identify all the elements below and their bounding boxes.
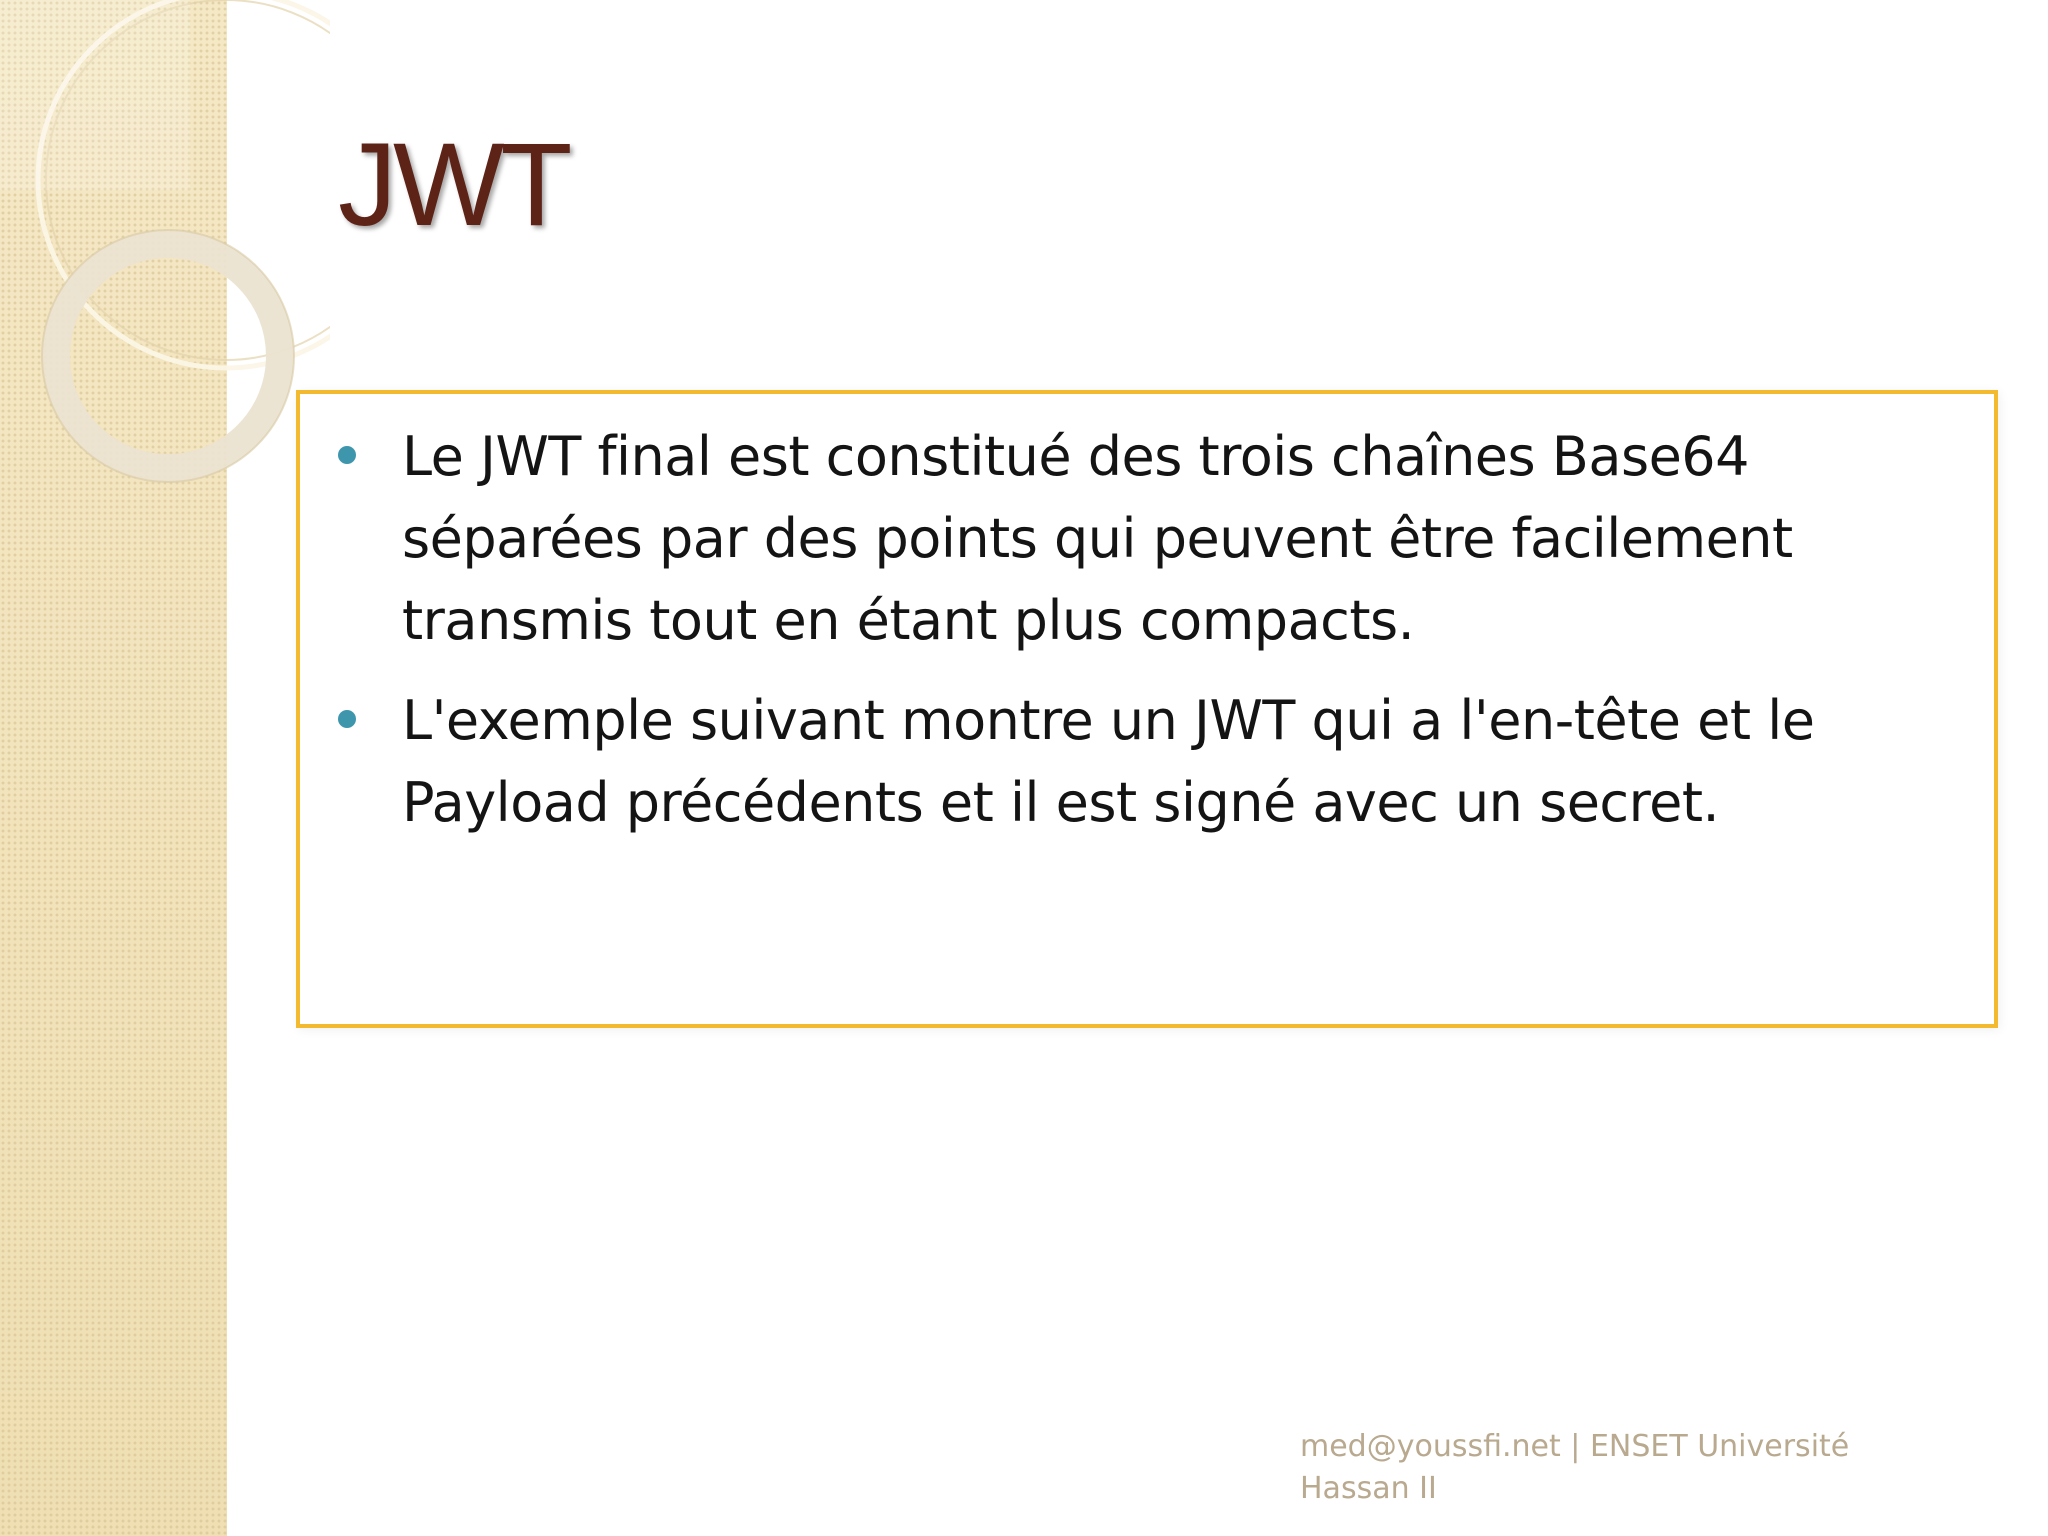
bullet-text: Le JWT final est constitué des trois chaînes Base64 séparées par des points qui peuvent être facilement transmis tout en étant plus compacts. xyxy=(402,425,1793,652)
circle-bullet-icon xyxy=(338,710,356,728)
bullet-item xyxy=(402,416,1954,662)
ring-decoration-icon xyxy=(0,0,330,540)
bullet-text: L'exemple suivant montre un JWT qui a l'en-tête et le Payload précédents et il est signé avec un secret. xyxy=(402,689,1815,834)
circle-bullet-icon xyxy=(338,446,356,464)
bullet-item xyxy=(402,680,1954,844)
footer-text: med@youssfi.net | ENSET Université Hassan II xyxy=(1300,1429,1850,1506)
slide-title: JWT xyxy=(338,119,569,251)
content-box xyxy=(296,390,1998,1028)
bullet-list xyxy=(300,394,1994,844)
